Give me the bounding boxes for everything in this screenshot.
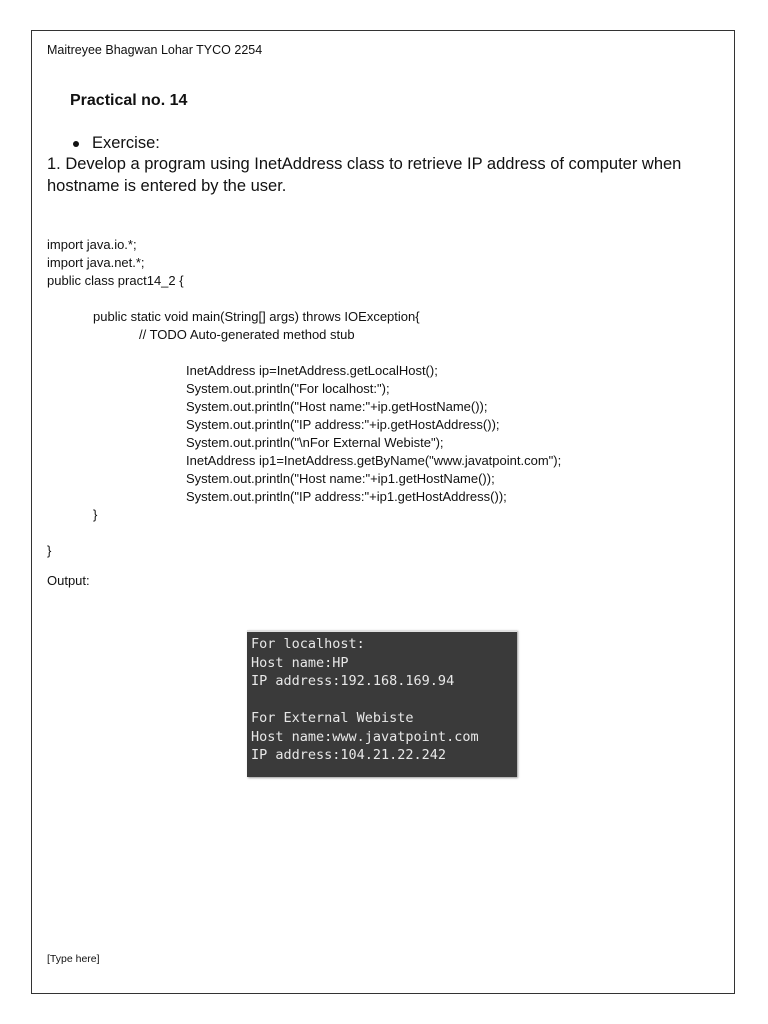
code-line: } [93, 507, 98, 522]
code-line: System.out.println("Host name:"+ip.getHostName()); [186, 399, 488, 414]
code-line: System.out.println("\nFor External Webiste"); [186, 435, 444, 450]
console-line: IP address:104.21.22.242 [251, 747, 447, 763]
practical-title: Practical no. 14 [70, 92, 188, 109]
console-top-edge [247, 630, 517, 632]
author-header: Maitreyee Bhagwan Lohar TYCO 2254 [47, 43, 263, 57]
exercise-label: Exercise: [92, 134, 160, 152]
code-line: import java.io.*; [47, 237, 137, 252]
console-line: Host name:HP [251, 654, 349, 671]
code-line: public class pract14_2 { [47, 273, 184, 288]
exercise-question: 1. Develop a program using InetAddress class to retrieve IP address of computer when hostname is entered by the user. [47, 155, 682, 195]
exercise-bullet-item [73, 134, 160, 153]
code-line-blank [47, 290, 561, 308]
footer-placeholder[interactable]: [Type here] [47, 953, 100, 965]
code-line: System.out.println("Host name:"+ip1.getHostName()); [186, 471, 495, 486]
console-line: For localhost: [251, 636, 365, 652]
console-output-screenshot [247, 630, 517, 777]
console-line: Host name:www.javatpoint.com [251, 728, 479, 745]
bullet-icon [73, 141, 79, 147]
code-line: } [47, 543, 52, 558]
code-line: InetAddress ip1=InetAddress.getByName("www.javatpoint.com"); [186, 453, 562, 468]
code-line: System.out.println("For localhost:"); [186, 381, 390, 396]
console-line: For External Webiste [251, 710, 414, 726]
code-line-blank [47, 344, 561, 362]
code-line: System.out.println("IP address:"+ip.getHostAddress()); [186, 417, 500, 432]
code-listing [47, 236, 561, 560]
code-line: InetAddress ip=InetAddress.getLocalHost(); [186, 363, 438, 378]
code-line-blank [47, 524, 561, 542]
code-line: public static void main(String[] args) throws IOException{ [93, 309, 420, 324]
code-line: // TODO Auto-generated method stub [139, 327, 355, 342]
code-line: System.out.println("IP address:"+ip1.getHostAddress()); [186, 489, 507, 504]
code-line: import java.net.*; [47, 255, 145, 270]
console-line: IP address:192.168.169.94 [251, 673, 455, 689]
output-label: Output: [47, 573, 90, 588]
console-line-blank [251, 691, 517, 710]
